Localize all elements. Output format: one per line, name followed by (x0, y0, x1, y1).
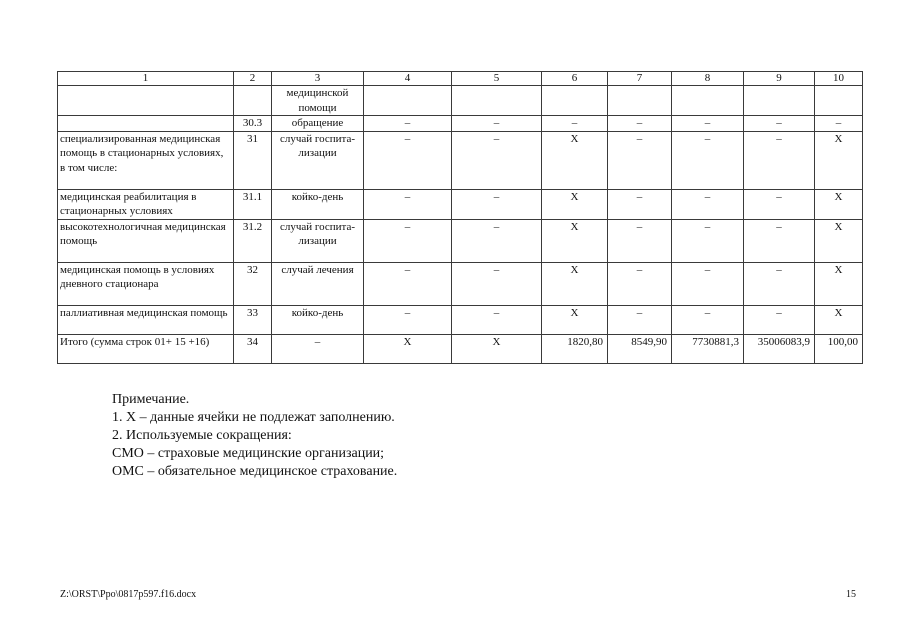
table-cell-col9 (744, 86, 815, 116)
table-cell-col7: – (608, 131, 672, 189)
table-cell-col8: 7730881,3 (672, 334, 744, 363)
table-cell-col6: Х (542, 189, 608, 219)
table-cell-col9: 35006083,9 (744, 334, 815, 363)
table-cell-col4: – (364, 262, 452, 305)
table-cell-col8 (672, 86, 744, 116)
table-cell-col7: – (608, 262, 672, 305)
header-cell: 9 (744, 72, 815, 86)
table-cell-col2: 31 (234, 131, 272, 189)
header-cell: 6 (542, 72, 608, 86)
table-row (58, 116, 863, 132)
table-cell-col6: – (542, 116, 608, 132)
header-cell: 5 (452, 72, 542, 86)
table-cell-col10: – (815, 116, 863, 132)
table-cell-col1: высокотехнологичная медицинская помощь (58, 219, 234, 262)
table-cell-col2: 32 (234, 262, 272, 305)
table-cell-col5: – (452, 131, 542, 189)
table-cell-col3: – (272, 334, 364, 363)
table-cell-col7: – (608, 219, 672, 262)
table-cell-col8: – (672, 116, 744, 132)
note-line: 1. Х – данные ячейки не подлежат заполнению. (112, 410, 395, 425)
header-row (58, 72, 863, 86)
table-row (58, 334, 863, 363)
header-cell: 4 (364, 72, 452, 86)
table-cell-col10: 100,00 (815, 334, 863, 363)
table-cell-col9: – (744, 262, 815, 305)
table-cell-col2: 30.3 (234, 116, 272, 132)
table-cell-col1: специализированная медицинская помощь в стационарных условиях, в том числе: (58, 131, 234, 189)
table-cell-col1: паллиативная медицинская помощь (58, 305, 234, 334)
table-cell-col6: Х (542, 219, 608, 262)
table-cell-col10: Х (815, 189, 863, 219)
table-cell-col7: – (608, 116, 672, 132)
table-cell-col9: – (744, 131, 815, 189)
table-row (58, 131, 863, 189)
notes-title: Примечание. (112, 392, 190, 407)
table-cell-col8: – (672, 131, 744, 189)
table-cell-col8: – (672, 189, 744, 219)
table-row (58, 219, 863, 262)
header-cell: 8 (672, 72, 744, 86)
table-cell-col5: Х (452, 334, 542, 363)
header-cell: 1 (58, 72, 234, 86)
table-cell-col3: случай госпита-лизации (272, 219, 364, 262)
table-cell-col3: обращение (272, 116, 364, 132)
table-cell-col10: Х (815, 219, 863, 262)
header-cell: 3 (272, 72, 364, 86)
table-cell-col1 (58, 116, 234, 132)
note-line: ОМС – обязательное медицинское страхование. (112, 464, 398, 479)
page-number: 15 (846, 589, 856, 600)
note-line: СМО – страховые медицинские организации; (112, 446, 385, 461)
table-cell-col5 (452, 86, 542, 116)
table-cell-col8: – (672, 305, 744, 334)
table-cell-col9: – (744, 189, 815, 219)
table-cell-col1: медицинская помощь в условиях дневного стационара (58, 262, 234, 305)
header-cell: 2 (234, 72, 272, 86)
table-cell-col4: – (364, 219, 452, 262)
table-cell-col2: 34 (234, 334, 272, 363)
table-cell-col6 (542, 86, 608, 116)
table-cell-col4: Х (364, 334, 452, 363)
table-cell-col6: Х (542, 262, 608, 305)
table-cell-col2: 31.1 (234, 189, 272, 219)
table-cell-col2: 31.2 (234, 219, 272, 262)
table-row (58, 305, 863, 334)
footer-file-path: Z:\ORST\Ppo\0817p597.f16.docx (60, 589, 197, 600)
table-cell-col3: случай лечения (272, 262, 364, 305)
table-cell-col9: – (744, 305, 815, 334)
table-cell-col8: – (672, 219, 744, 262)
table-cell-col1: Итого (сумма строк 01+ 15 +16) (58, 334, 234, 363)
table-row (58, 189, 863, 219)
table-cell-col10: Х (815, 262, 863, 305)
table-cell-col6: Х (542, 305, 608, 334)
table-cell-col4: – (364, 116, 452, 132)
table-cell-col8: – (672, 262, 744, 305)
table-cell-col2 (234, 86, 272, 116)
table-cell-col2: 33 (234, 305, 272, 334)
table-cell-col4: – (364, 189, 452, 219)
data-table (57, 71, 863, 364)
table-row (58, 86, 863, 116)
table-cell-col5: – (452, 219, 542, 262)
table-cell-col6: Х (542, 131, 608, 189)
table-cell-col7 (608, 86, 672, 116)
table-cell-col10: Х (815, 131, 863, 189)
table-cell-col3: медицинской помощи (272, 86, 364, 116)
table-cell-col4: – (364, 131, 452, 189)
table-cell-col5: – (452, 116, 542, 132)
table-cell-col1: медицинская реабилитация в стационарных условиях (58, 189, 234, 219)
table-cell-col4 (364, 86, 452, 116)
table-cell-col1 (58, 86, 234, 116)
table-cell-col4: – (364, 305, 452, 334)
table-cell-col7: – (608, 305, 672, 334)
table-row (58, 262, 863, 305)
table-cell-col5: – (452, 262, 542, 305)
table-cell-col5: – (452, 189, 542, 219)
notes-block (112, 391, 397, 481)
table-cell-col10 (815, 86, 863, 116)
table-cell-col9: – (744, 219, 815, 262)
table-cell-col3: койко-день (272, 189, 364, 219)
table-cell-col3: койко-день (272, 305, 364, 334)
table-cell-col7: 8549,90 (608, 334, 672, 363)
table-cell-col6: 1820,80 (542, 334, 608, 363)
table-cell-col10: Х (815, 305, 863, 334)
table-cell-col9: – (744, 116, 815, 132)
table-cell-col7: – (608, 189, 672, 219)
note-line: 2. Используемые сокращения: (112, 428, 292, 443)
table-cell-col3: случай госпита-лизации (272, 131, 364, 189)
header-cell: 10 (815, 72, 863, 86)
table-cell-col5: – (452, 305, 542, 334)
header-cell: 7 (608, 72, 672, 86)
